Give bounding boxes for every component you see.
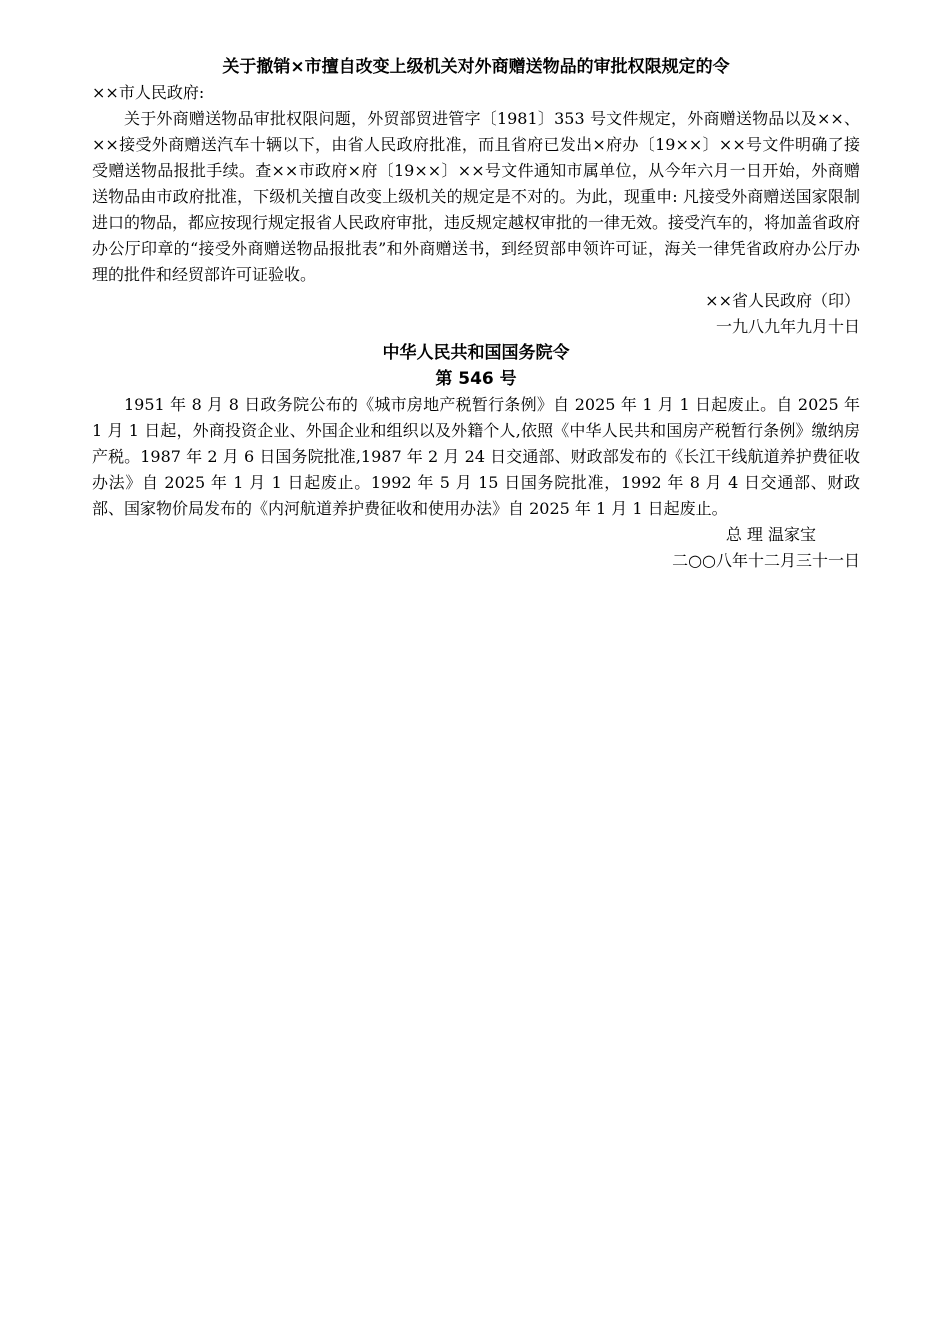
decree-title: 关于撤销×市擅自改变上级机关对外商赠送物品的审批权限规定的令	[222, 57, 730, 77]
salutation: ××市人民政府:	[92, 83, 205, 102]
issuer-signature: ××省人民政府（印）	[705, 291, 860, 310]
order-number: 第 546 号	[435, 369, 517, 389]
premier-signature: 总 理 温家宝	[725, 525, 816, 544]
issue-date: 一九八九年九月十日	[715, 317, 860, 336]
decree-body: 关于外商赠送物品审批权限问题，外贸部贸进管字〔1981〕353 号文件规定，外商赠送物品以及××、××接受外商赠送汽车十辆以下，由省人民政府批准，而且省府已发出×府办〔19××〕××号文件明确了接受赠送物品报批手续。查××市政府×府〔19××〕××号文件通知市属单位，从今年六月一日开始，外商赠送物品由市政府批准，下级机关擅自改变上级机关的规定是不对的。为此，现重申: 凡接受外商赠送国家限制进口的物品，都应按现行规定报省人民政府审批，违反规定越权审批的一律无效。接受汽车的，将加盖省政府办公厅印章的“接受外商赠送物品报批表”和外商赠送书，到经贸部申领许可证，海关一律凭省政府办公厅办理的批件和经贸部许可证验收。	[92, 109, 861, 284]
document-page	[92, 54, 860, 574]
state-council-order-title: 中华人民共和国国务院令	[382, 343, 570, 363]
decree-section-1	[92, 54, 860, 340]
decree-section-2	[92, 340, 860, 574]
order-body: 1951 年 8 月 8 日政务院公布的《城市房地产税暂行条例》自 2025 年 1 月 1 日起废止。自 2025 年 1 月 1 日起，外商投资企业、外国企业和组织以及外籍个人,依照《中华人民共和国房产税暂行条例》缴纳房产税。1987 年 2 月 6 日国务院批准,1987 年 2 月 24 日交通部、财政部发布的《长江干线航道养护费征收办法》自 2025 年 1 月 1 日起废止。1992 年 5 月 15 日国务院批准，1992 年 8 月 4 日交通部、财政部、国家物价局发布的《内河航道养护费征收和使用办法》自 2025 年 1 月 1 日起废止。	[92, 395, 860, 518]
order-date: 二○○八年十二月三十一日	[672, 551, 860, 570]
